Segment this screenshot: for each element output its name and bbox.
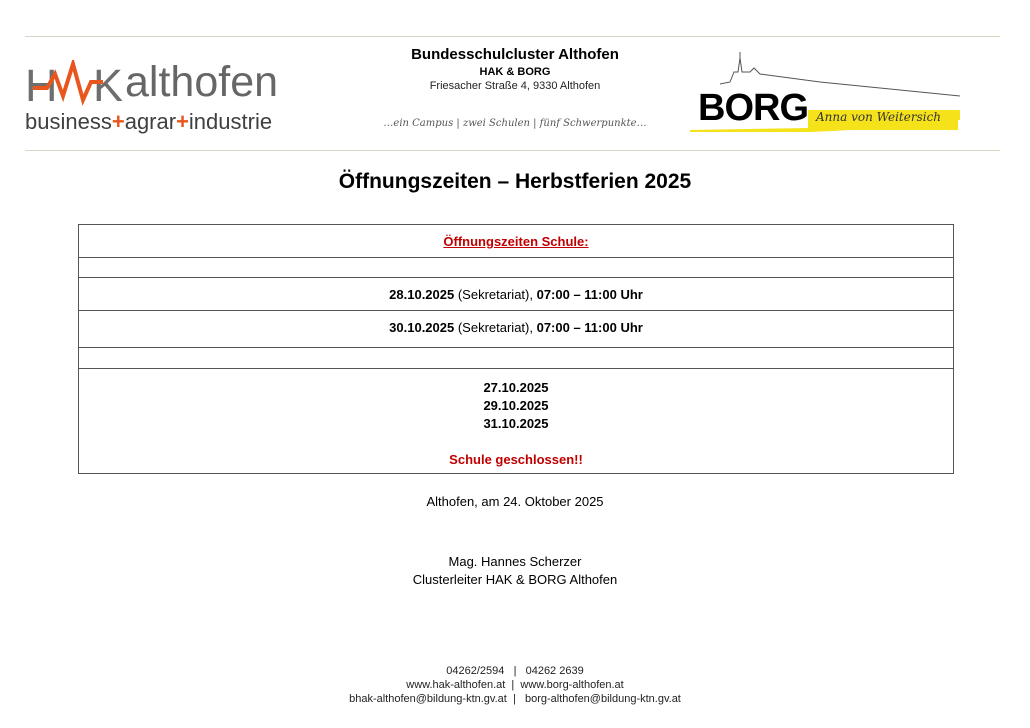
table-row: 30.10.2025 (Sekretariat), 07:00 – 11:00 Uhr — [79, 311, 953, 348]
school-address: Friesacher Straße 4, 9330 Althofen — [429, 80, 601, 92]
borg-script-signature: Anna von Weitersich — [816, 110, 942, 124]
footer-emails: bhak-althofen@bildung-ktn.gv.at | borg-althofen@bildung-ktn.gv.at — [349, 693, 681, 705]
school-cluster-subtitle: HAK & BORG — [479, 66, 551, 78]
hak-logo-bolt-icon — [25, 60, 135, 110]
school-cluster-name: Bundesschulcluster Althofen — [411, 46, 619, 63]
school-slogan: …ein Campus | zwei Schulen | fünf Schwerpunkte… — [383, 118, 647, 129]
footer-contact — [0, 664, 1030, 706]
closed-date: 29.10.2025 — [483, 398, 549, 413]
table-row: 28.10.2025 (Sekretariat), 07:00 – 11:00 Uhr — [79, 278, 953, 311]
header-top-rule — [25, 36, 1000, 37]
svg-text:K: K — [93, 60, 124, 110]
closed-date: 27.10.2025 — [483, 380, 549, 395]
borg-wordmark: BORG — [698, 87, 808, 129]
hak-wordmark: althofen — [125, 58, 279, 106]
header-school-info — [362, 45, 668, 94]
header-bottom-rule — [25, 150, 1000, 151]
table-spacer-row — [79, 348, 953, 369]
table-heading-row — [79, 225, 953, 258]
hak-althofen-logo — [25, 58, 315, 138]
table-spacer-row — [79, 258, 953, 278]
svg-text:H: H — [25, 60, 58, 110]
closed-days-row — [79, 369, 953, 473]
document-title: Öffnungszeiten – Herbstferien 2025 — [338, 170, 692, 193]
signer-name: Mag. Hannes Scherzer — [448, 554, 582, 569]
signer-role: Clusterleiter HAK & BORG Althofen — [412, 572, 618, 587]
footer-websites: www.hak-althofen.at | www.borg-althofen.at — [406, 679, 624, 691]
place-and-date: Althofen, am 24. Oktober 2025 — [426, 494, 604, 509]
signature-block — [0, 553, 1030, 589]
closed-date: 31.10.2025 — [483, 416, 549, 431]
school-closed-notice: Schule geschlossen!! — [449, 452, 583, 467]
borg-logo — [690, 50, 965, 135]
footer-phone: 04262/2594 | 04262 2639 — [446, 665, 584, 677]
hak-tagline: business+agrar+industrie — [25, 109, 273, 134]
opening-hours-table — [78, 224, 954, 474]
table-heading: Öffnungszeiten Schule: — [443, 234, 589, 249]
